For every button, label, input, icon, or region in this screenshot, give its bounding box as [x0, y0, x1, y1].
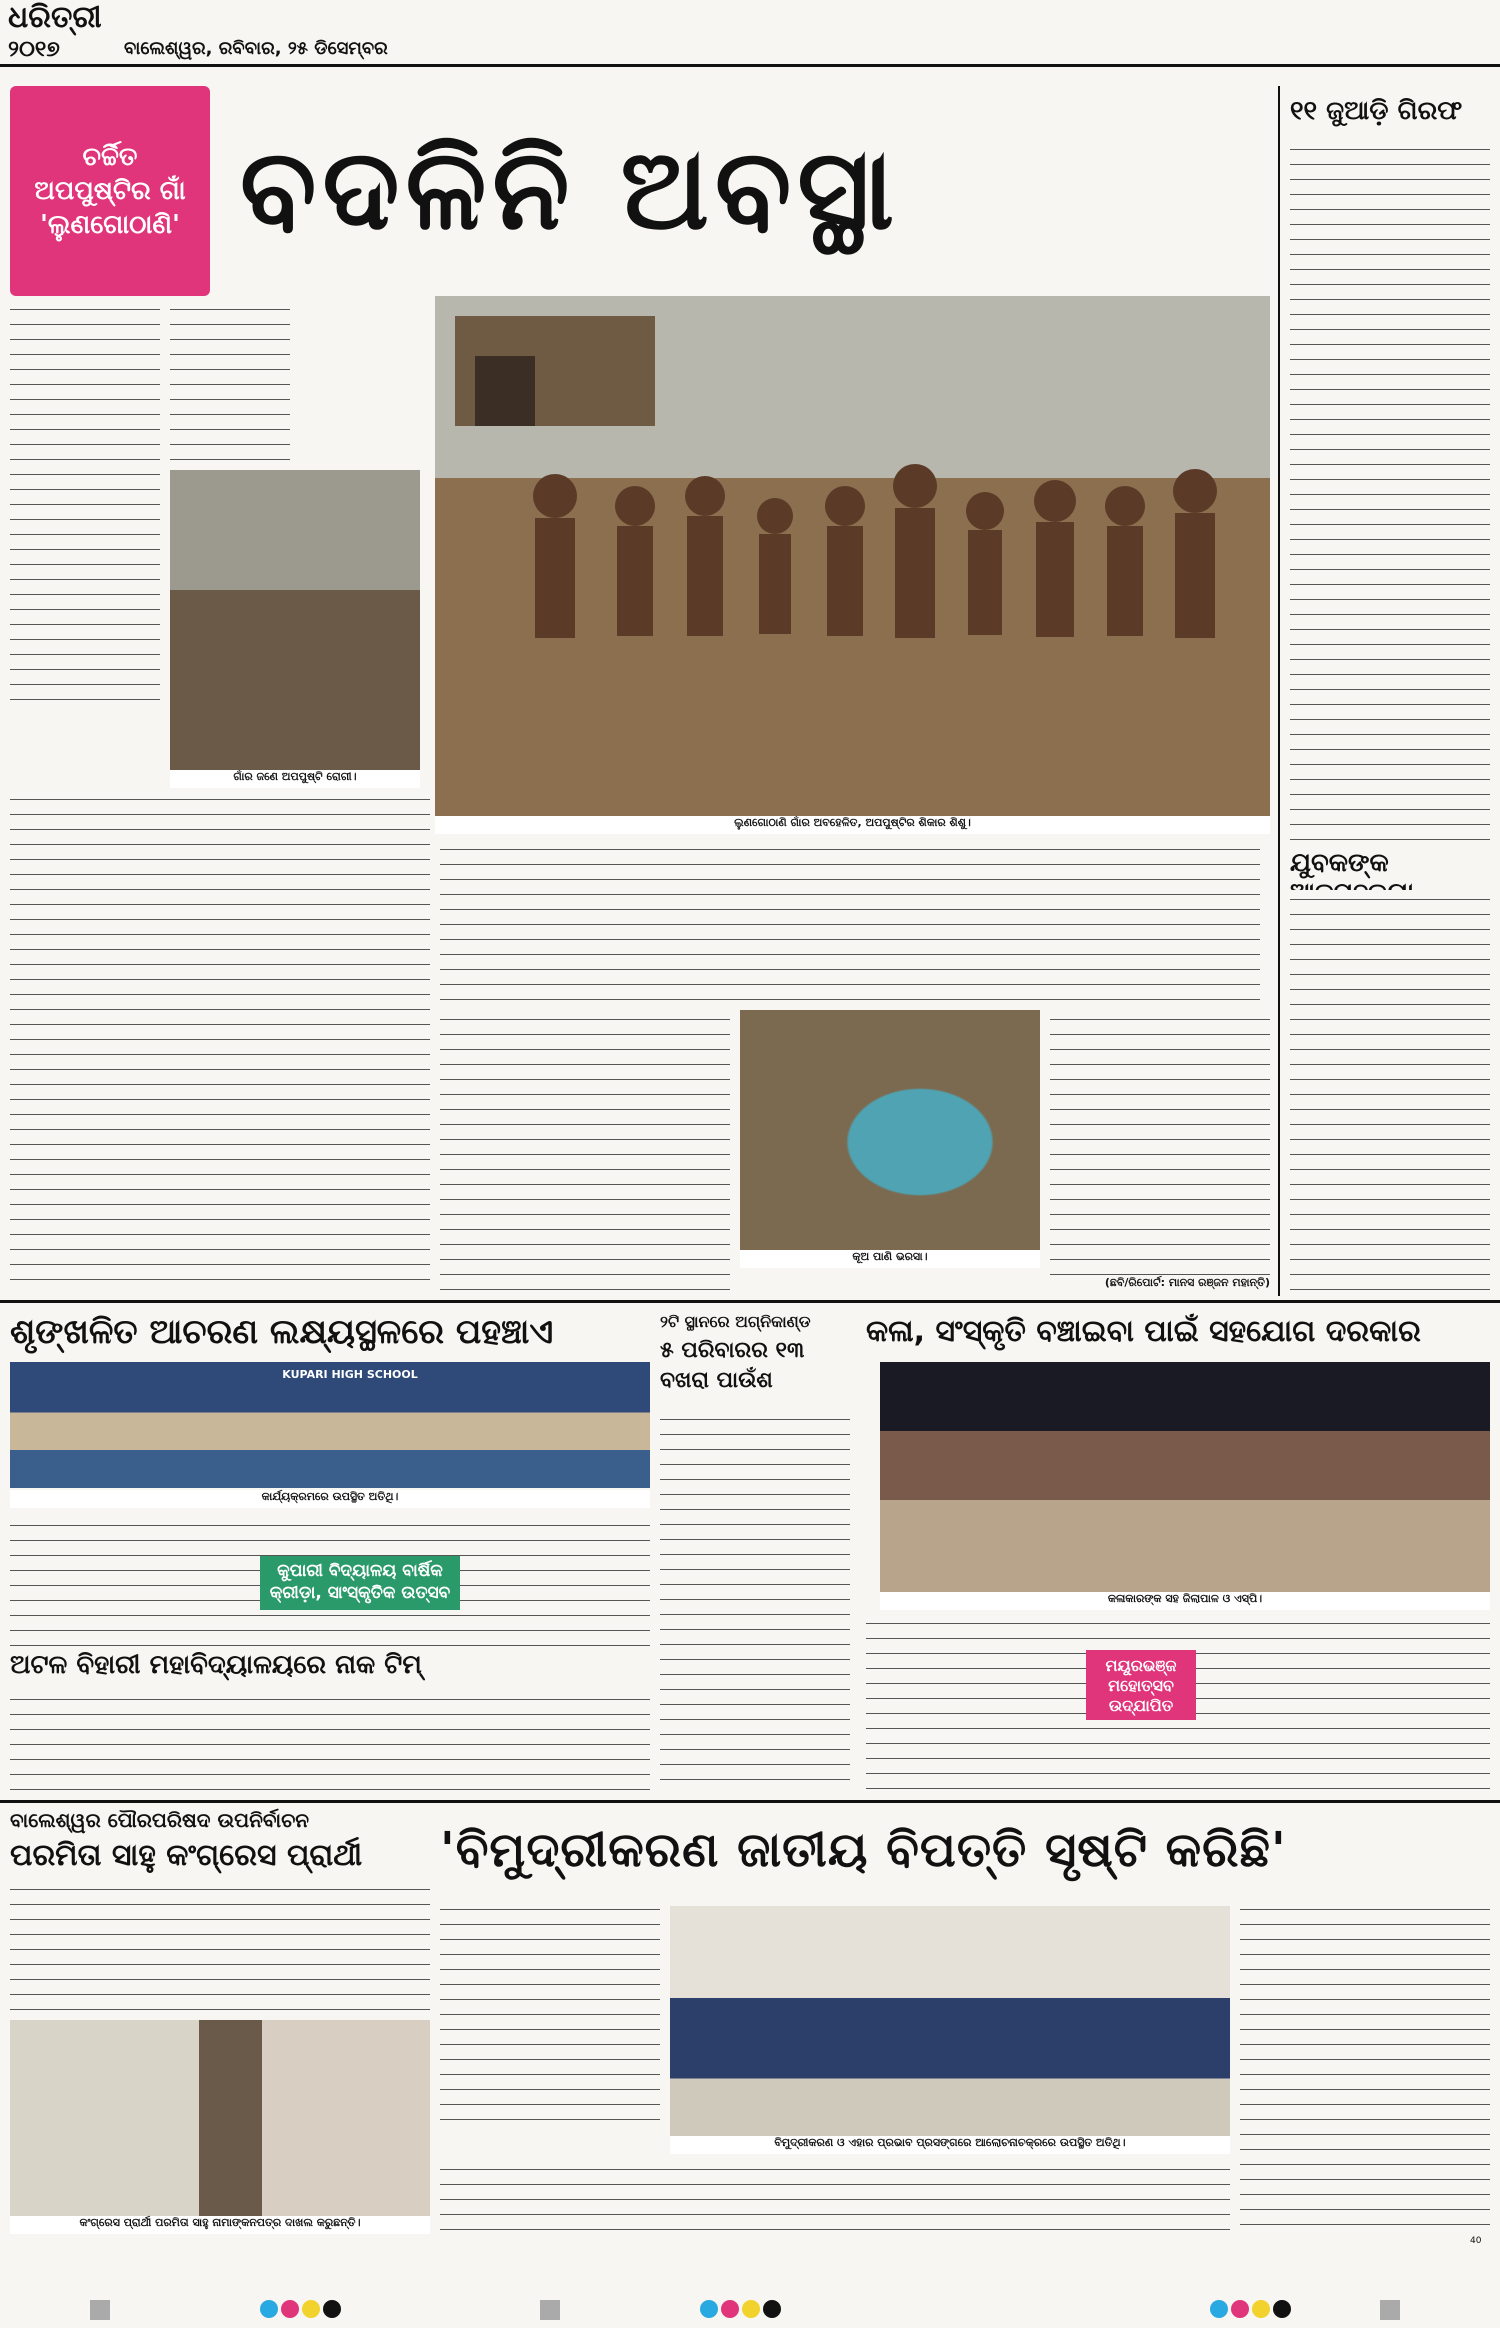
lead-body-col-6	[1050, 1010, 1270, 1280]
festival-stamp: ମୟୂରଭଞ୍ଜ ମହୋତ୍ସବ ଉଦ୍‌ଯାପିତ	[1086, 1650, 1196, 1720]
cyan-mark-icon	[1210, 2300, 1228, 2318]
college-body	[10, 1690, 650, 1800]
fire-headline: ୫ ପରିବାରର ୧୩ ବଖରା ପାଉଁଶ	[660, 1338, 805, 1393]
well-photo	[740, 1010, 1040, 1250]
culture-caption: କଳାକାରଙ୍କ ସହ ଜିଲାପାଳ ଓ ଏସ୍‌ପି।	[880, 1592, 1490, 1610]
lead-body-col-4	[440, 840, 1260, 1010]
section-rule-2	[0, 1800, 1500, 1803]
culture-photo	[880, 1362, 1490, 1592]
election-photo	[10, 2020, 430, 2216]
college-headline: ଅଟଳ ବିହାରୀ ମହାବିଦ୍ୟାଳୟରେ ନାକ ଟିମ୍	[10, 1650, 422, 1680]
election-caption: କଂଗ୍ରେସ ପ୍ରାର୍ଥୀ ପରମିତା ସାହୁ ନାମାଙ୍କନପତ୍ର ଦାଖଲ କରୁଛନ୍ତି।	[10, 2216, 430, 2234]
side-story-2-body	[1290, 890, 1490, 1290]
school-headline: ଶୃଙ୍ଖଳିତ ଆଚରଣ ଲକ୍ଷ୍ୟସ୍ଥଳରେ ପହଞ୍ଚାଏ	[10, 1312, 554, 1352]
children-illustration	[435, 296, 1270, 816]
school-greenbox: କୁପାରୀ ବିଦ୍ୟାଳୟ ବାର୍ଷିକ କ୍ରୀଡ଼ା, ସାଂସ୍କୃତିକ ଉତ୍ସବ	[260, 1556, 460, 1610]
yellow-mark-icon	[742, 2300, 760, 2318]
lead-photo-caption: ଲୁଣଗୋଠାଣି ଗାଁର ଅବହେଳିତ, ଅପପୁଷ୍ଟିର ଶିକାର ଶିଶୁ।	[435, 816, 1270, 834]
magenta-mark-icon	[281, 2300, 299, 2318]
lead-inset-caption: ଗାଁର ଜଣେ ଅପପୁଷ୍ଟି ରୋଗୀ।	[170, 770, 420, 788]
demo-photo	[670, 1906, 1230, 2136]
registration-marks-center	[700, 2300, 784, 2322]
lead-photo-children	[435, 296, 1270, 816]
cyan-mark-icon	[260, 2300, 278, 2318]
side-story-1-title: ୧୧ ଜୁଆଡ଼ି ଗିରଫ	[1290, 96, 1463, 126]
lead-headline: ବଦଳିନି ଅବସ୍ଥା	[240, 125, 901, 255]
demo-body-1	[440, 1900, 660, 2130]
dateline: ବାଲେଶ୍ୱର, ରବିବାର, ୨୫ ଡିସେମ୍ବର	[124, 38, 388, 59]
well-caption: କୂଅ ପାଣି ଭରସା।	[740, 1250, 1040, 1268]
fire-body	[660, 1410, 850, 1790]
yellow-mark-icon	[302, 2300, 320, 2318]
demo-body-3	[440, 2160, 1230, 2230]
side-column-rule	[1278, 86, 1280, 1296]
election-kicker: ବାଲେଶ୍ୱର ପୌରପରିଷଦ ଉପନିର୍ବାଚନ	[10, 1808, 310, 1832]
magenta-mark-icon	[721, 2300, 739, 2318]
demo-caption: ବିମୁଦ୍ରୀକରଣ ଓ ଏହାର ପ୍ରଭାବ ପ୍ରସଙ୍ଗରେ ଆଲୋଚନାଚକ୍ରରେ ଉପସ୍ଥିତ ଅତିଥି।	[670, 2136, 1230, 2154]
masthead-rule	[0, 64, 1500, 67]
school-photo	[10, 1362, 650, 1488]
black-mark-icon	[763, 2300, 781, 2318]
yellow-mark-icon	[1252, 2300, 1270, 2318]
lead-inset-photo	[170, 470, 420, 770]
lead-body-col-1	[10, 300, 160, 700]
lead-kicker: ଚର୍ଚ୍ଚିତ ଅପପୁଷ୍ଟିର ଗାଁ 'ଲୁଣଗୋଠାଣି'	[10, 86, 210, 296]
edition-year: ୨୦୧୭	[8, 36, 60, 62]
fire-kicker: ୨ଟି ସ୍ଥାନରେ ଅଗ୍ନିକାଣ୍ଡ	[660, 1312, 811, 1331]
lead-byline: (ଛବି/ରିପୋର୍ଟ: ମାନସ ରଞ୍ଜନ ମହାନ୍ତି)	[1104, 1276, 1270, 1289]
newspaper-logo: ଧରିତ୍ରୀ	[8, 0, 102, 35]
registration-marks-left	[260, 2300, 344, 2322]
election-body	[10, 1880, 430, 2010]
section-rule-1	[0, 1300, 1500, 1303]
magenta-mark-icon	[1231, 2300, 1249, 2318]
school-caption: କାର୍ଯ୍ୟକ୍ରମରେ ଉପସ୍ଥିତ ଅତିଥି।	[10, 1490, 650, 1508]
election-headline: ପରମିତା ସାହୁ କଂଗ୍ରେସ ପ୍ରାର୍ଥୀ	[10, 1838, 363, 1873]
black-mark-icon	[323, 2300, 341, 2318]
registration-marks-right	[1210, 2300, 1294, 2322]
gray-block-left	[90, 2300, 110, 2320]
lead-body-col-2	[170, 300, 290, 460]
culture-headline: କଳା, ସଂସ୍କୃତି ବଞ୍ଚାଇବା ପାଇଁ ସହଯୋଗ ଦରକାର	[866, 1314, 1421, 1349]
side-story-2-title: ଯୁବକଙ୍କ	[1290, 848, 1389, 878]
page-number: 40	[1470, 2236, 1482, 2246]
side-story-1-body	[1290, 140, 1490, 840]
lead-body-col-3	[10, 790, 430, 1290]
demo-body-2	[1240, 1900, 1490, 2230]
school-banner: KUPARI HIGH SCHOOL	[282, 1368, 418, 1381]
gray-block-right	[1380, 2300, 1400, 2320]
cyan-mark-icon	[700, 2300, 718, 2318]
gray-block-mid	[540, 2300, 560, 2320]
lead-body-col-5	[440, 1010, 730, 1290]
black-mark-icon	[1273, 2300, 1291, 2318]
demo-headline: 'ବିମୁଦ୍ରୀକରଣ ଜାତୀୟ ବିପତ୍ତି ସୃଷ୍ଟି କରିଛି'	[440, 1822, 1287, 1878]
